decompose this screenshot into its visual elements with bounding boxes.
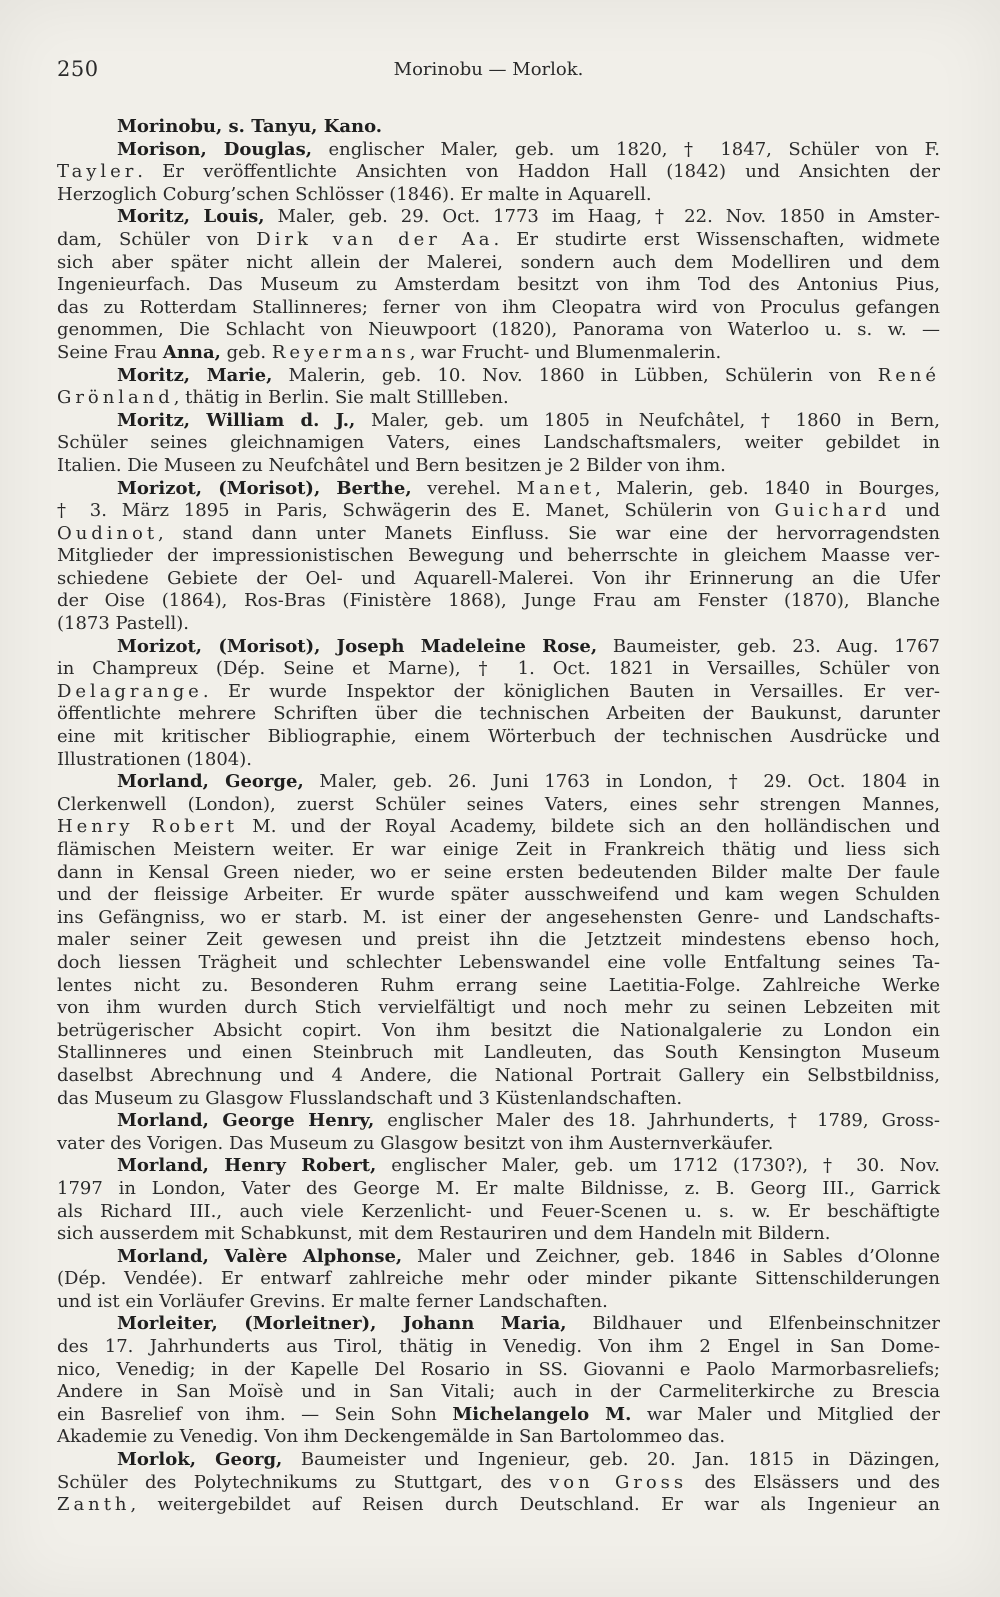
entry-line [57, 1336, 940, 1359]
entry-text: Italien. Die Museen zu Neufchâtel und Bern besitzen je 2 Bilder von ihm. [57, 454, 726, 476]
entry-line [57, 1449, 940, 1472]
entry-text: ein Basrelief von ihm. — Sein Sohn [57, 1403, 453, 1425]
spaced-name: von Gross [549, 1471, 688, 1493]
spaced-name: Guichard [774, 500, 891, 522]
entry-line [57, 771, 940, 794]
entry-line [57, 274, 940, 297]
entry-text: , weitergebildet auf Reisen durch Deutschland. Er war als Ingenieur an [130, 1494, 940, 1516]
entry-line [57, 749, 940, 772]
entry-line [57, 1381, 940, 1404]
bold-name: Anna, [162, 341, 221, 363]
entry-line [57, 139, 940, 162]
entry-line [57, 1359, 940, 1382]
entry-headword: Moritz, Marie, [117, 364, 273, 386]
entry-line [57, 1088, 940, 1111]
entry-headword: Morlok, Georg, [117, 1449, 283, 1471]
spaced-name: Henry Robert [57, 816, 238, 838]
entry-line [57, 252, 940, 275]
entry-line [57, 1065, 940, 1088]
entry-text: ins Gefängniss, wo er starb. M. ist einer der angesehensten Genre- und Landschafts- [57, 906, 940, 928]
spaced-name: Grönland [57, 387, 174, 409]
spaced-name: René [877, 364, 940, 386]
entry-text: daselbst Abrechnung und 4 Andere, die National Portrait Gallery ein Selbstbildniss, [57, 1064, 940, 1086]
entry-line [57, 523, 940, 546]
entry-line [57, 884, 940, 907]
entry [57, 139, 940, 207]
entry-line [57, 387, 940, 410]
entry-text: Akademie zu Venedig. Von ihm Deckengemälde in San Bartolommeo das. [57, 1426, 726, 1448]
entry-text: flämischen Meistern weiter. Er war einige Zeit in Frankreich thätig und liess sich [57, 839, 940, 860]
bold-name: Michelangelo M. [452, 1403, 632, 1425]
spaced-name: Dirk van der Aa [256, 228, 494, 250]
entry-text: das Museum zu Glasgow Flusslandschaft und 3 Küstenlandschaften. [57, 1087, 683, 1109]
entry-headword: Morleiter, (Morleitner), Johann Maria, [117, 1313, 567, 1335]
entry-line [57, 1110, 940, 1133]
entry-text: geb. [220, 341, 272, 363]
entry-headword: Morinobu, s. Tanyu, Kano. [117, 116, 383, 137]
entry [57, 1110, 940, 1155]
entry-text: Bildhauer und Elfenbeinschnitzer [566, 1313, 941, 1335]
entry-text: Clerkenwell (London), zuerst Schüler seines Vaters, eines sehr strengen Mannes, [57, 793, 940, 815]
entry-line [57, 952, 940, 975]
entry-line [57, 206, 940, 229]
entry-line [57, 816, 940, 839]
entry-line [57, 1268, 940, 1291]
entry-headword: Moritz, William d. J., [117, 409, 356, 431]
entry-text: sich ausserdem mit Schabkunst, mit dem Restauriren und dem Handeln mit Bildern. [57, 1223, 831, 1245]
entry-text: des 17. Jahrhunderts aus Tirol, thätig in Venedig. Von ihm 2 Engel in San Dome- [57, 1336, 940, 1358]
entry-line [57, 658, 940, 681]
entry-headword: Moritz, Louis, [117, 206, 265, 228]
entry [57, 365, 940, 410]
entry-line [57, 1472, 940, 1495]
entry-line [57, 1133, 940, 1156]
entry-text: doch liessen Trägheit und schlechter Lebenswandel eine volle Entfaltung seines Ta- [57, 951, 940, 973]
entry-text: genommen, Die Schlacht von Nieuwpoort (1820), Panorama von Waterloo u. s. w. — [57, 319, 940, 341]
entry-text: als Richard III., auch viele Kerzenlicht- und Feuer-Scenen u. s. w. Er beschäftigte [57, 1200, 940, 1222]
entry-line [57, 1223, 940, 1246]
spaced-name: Oudinot [57, 522, 159, 544]
entry-line [57, 410, 940, 433]
entry-line [57, 794, 940, 817]
entry-text: Malerin, geb. 10. Nov. 1860 in Lübben, Schülerin von [272, 364, 878, 386]
entry [57, 1155, 940, 1245]
entry-line [57, 1155, 940, 1178]
entry-text: 1797 in London, Vater des George M. Er malte Bildnisse, z. B. Georg III., Garrick [57, 1177, 940, 1199]
dictionary-text [57, 116, 940, 1517]
entry-text: nico, Venedig; in der Kapelle Del Rosario in SS. Giovanni e Paolo Marmorbasreliefs; [57, 1358, 940, 1380]
entry-text: betrügerischer Absicht copirt. Von ihm besitzt die Nationalgalerie zu London ein [57, 1019, 940, 1041]
entry-line [57, 1426, 940, 1449]
entry [57, 410, 940, 478]
entry-line [57, 500, 940, 523]
entry-text: maler seiner Zeit gewesen und preist ihn die Jetztzeit mindestens ebenso hoch, [57, 929, 940, 951]
entry-line [57, 297, 940, 320]
entry-text: englischer Maler, geb. um 1712 (1730?), † 30. Nov. [376, 1155, 940, 1177]
entry-text: und [890, 500, 940, 522]
entry-text: Ingenieurfach. Das Museum zu Amsterdam besitzt von ihm Tod des Antonius Pius, [57, 274, 940, 296]
entry-headword: Morizot, (Morisot), Joseph Madeleine Rose, [117, 635, 598, 657]
entry-text: , thätig in Berlin. Sie malt Stillleben. [173, 387, 509, 409]
entry [57, 1313, 940, 1449]
entry-headword: Morland, George, [117, 771, 304, 793]
spaced-name: Tayler [57, 161, 138, 183]
entry-headword: Morland, Henry Robert, [117, 1155, 377, 1177]
entry-line [57, 975, 940, 998]
entry-headword: Morland, Valère Alphonse, [117, 1245, 403, 1267]
running-head: Morinobu — Morlok. [393, 59, 584, 80]
entry-text: Baumeister und Ingenieur, geb. 20. Jan. 1815 in Däzingen, [282, 1449, 940, 1471]
entry-line [57, 1404, 940, 1427]
entry-text: lentes nicht zu. Besonderen Ruhm errang seine Laetitia-Folge. Zahlreiche Werke [57, 974, 940, 996]
entry-text: vater des Vorigen. Das Museum zu Glasgow besitzt von ihm Austernverkäufer. [57, 1132, 774, 1154]
page-number: 250 [57, 57, 99, 81]
entry-text: , Malerin, geb. 1840 in Bourges, [595, 477, 940, 499]
entry-line [57, 319, 940, 342]
entry-text: Maler, geb. 29. Oct. 1773 im Haag, † 22. Nov. 1850 in Amster- [264, 206, 940, 228]
entry-text: Schüler seines gleichnamigen Vaters, eines Landschaftsmalers, weiter gebildet in [57, 432, 940, 454]
entry [57, 1246, 940, 1314]
entry-line [57, 862, 940, 885]
entry-line [57, 365, 940, 388]
entry-line [57, 161, 940, 184]
entry-text: Herzoglich Coburg’schen Schlösser (1846). Er malte in Aquarell. [57, 183, 652, 205]
entry-text: (1873 Pastell). [57, 613, 189, 635]
entry-text: † 3. März 1895 in Paris, Schwägerin des E. Manet, Schülerin von [57, 500, 775, 522]
entry-text: sich aber später nicht allein der Malerei, sondern auch dem Modelliren und dem [57, 251, 940, 273]
entry-line [57, 342, 940, 365]
entry [57, 636, 940, 772]
entry-text: Illustrationen (1804). [57, 748, 252, 770]
entry-line [57, 432, 940, 455]
entry-line [57, 116, 940, 139]
entry [57, 771, 940, 1110]
entry-headword: Morison, Douglas, [117, 138, 312, 160]
entry-line [57, 1178, 940, 1201]
entry [57, 478, 940, 636]
entry-text: und ist ein Vorläufer Grevins. Er malte ferner Landschaften. [57, 1290, 608, 1312]
entry-text: öffentlichte mehrere Schriften über die technischen Arbeiten der Baukunst, darunter [57, 703, 940, 725]
entry-text: . Er wurde Inspektor der königlichen Bauten in Versailles. Er ver- [202, 680, 940, 702]
entry-text: das zu Rotterdam Stallinneres; ferner von ihm Cleopatra wird von Proculus gefangen [57, 296, 940, 318]
entry-line [57, 703, 940, 726]
entry-text: dam, Schüler von [57, 228, 257, 250]
entry-line [57, 184, 940, 207]
entry-line [57, 681, 940, 704]
spaced-name: Zanth [57, 1494, 131, 1516]
entry-headword: Morizot, (Morisot), Berthe, [117, 477, 412, 499]
entry-line [57, 1042, 940, 1065]
entry-line [57, 1246, 940, 1269]
entry-text: , war Frucht- und Blumenmalerin. [409, 341, 722, 363]
entry-text: des Elsässers und des [687, 1471, 940, 1493]
entry-text: Maler, geb. 26. Juni 1763 in London, † 29. Oct. 1804 in [303, 771, 940, 793]
entry-text: Maler und Zeichner, geb. 1846 in Sables d’Olonne [402, 1245, 940, 1267]
entry-line [57, 1313, 940, 1336]
entry-line [57, 1494, 940, 1517]
entry-text: Baumeister, geb. 23. Aug. 1767 [597, 635, 940, 657]
entry-line [57, 613, 940, 636]
entry-text: . Er veröffentlichte Ansichten von Haddon Hall (1842) und Ansichten der [137, 161, 940, 183]
entry-text: M. und der Royal Academy, bildete sich an den holländischen und [237, 816, 940, 838]
entry-text: in Champreux (Dép. Seine et Marne), † 1. Oct. 1821 in Versailles, Schüler von [57, 658, 940, 680]
entry-line [57, 636, 940, 659]
entry-line [57, 1020, 940, 1043]
entry-line [57, 997, 940, 1020]
entry-text: Schüler des Polytechnikums zu Stuttgart, des [57, 1471, 550, 1493]
entry-line [57, 455, 940, 478]
entry [57, 116, 940, 139]
entry-text: , stand dann unter Manets Einfluss. Sie war eine der hervorragendsten [158, 522, 940, 544]
entry-text: war Maler und Mitglied der [631, 1403, 940, 1425]
entry-line [57, 907, 940, 930]
entry-text: verehel. [411, 477, 517, 499]
entry-line [57, 568, 940, 591]
spaced-name: Reyermans [271, 341, 410, 363]
entry-text: . Er studirte erst Wissenschaften, widmete [493, 228, 941, 250]
entry-text: Mitglieder der impressionistischen Bewegung und beherrschte in gleichem Maasse ver- [57, 545, 940, 567]
entry-line [57, 929, 940, 952]
entry-text: eine mit kritischer Bibliographie, einem Wörterbuch der technischen Ausdrücke und [57, 726, 940, 748]
entry-headword: Morland, George Henry, [117, 1110, 375, 1132]
entry-text: Seine Frau [57, 341, 163, 363]
spaced-name: Delagrange [57, 680, 203, 702]
entry-line [57, 1201, 940, 1224]
entry-text: englischer Maler des 18. Jahrhunderts, † 1789, Gross- [374, 1110, 940, 1132]
entry-line [57, 590, 940, 613]
entry-text: Stallinneres und einen Steinbruch mit Landleuten, das South Kensington Museum [57, 1042, 940, 1064]
entry-line [57, 545, 940, 568]
entry-line [57, 229, 940, 252]
entry-line [57, 839, 940, 862]
entry [57, 206, 940, 364]
entry-text: dann in Kensal Green nieder, wo er seine ersten bedeutenden Bilder malte Der faule [57, 861, 940, 883]
entry-text: schiedene Gebiete der Oel- und Aquarell-Malerei. Von ihr Erinnerung an die Ufer [57, 567, 940, 589]
entry-line [57, 1291, 940, 1314]
entry-text: von ihm wurden durch Stich vervielfältigt und noch mehr zu seinen Lebzeiten mit [57, 997, 940, 1019]
entry-line [57, 726, 940, 749]
entry-text: (Dép. Vendée). Er entwarf zahlreiche mehr oder minder pikante Sittenschilderungen [57, 1268, 940, 1290]
entry-line [57, 478, 940, 501]
entry-text: der Oise (1864), Ros-Bras (Finistère 1868), Junge Frau am Fenster (1870), Blanche [57, 590, 940, 612]
entry-text: und der fleissige Arbeiter. Er wurde später ausschweifend und kam wegen Schulden [57, 884, 940, 906]
page-header [57, 57, 940, 85]
spaced-name: Manet [516, 477, 596, 499]
entry-text: Maler, geb. um 1805 in Neufchâtel, † 1860 in Bern, [355, 409, 940, 431]
entry-text: englischer Maler, geb. um 1820, † 1847, Schüler von F. [312, 138, 941, 160]
entry-text: Andere in San Moïsè und in San Vitali; auch in der Carmeliterkirche zu Brescia [57, 1381, 940, 1403]
entry [57, 1449, 940, 1517]
